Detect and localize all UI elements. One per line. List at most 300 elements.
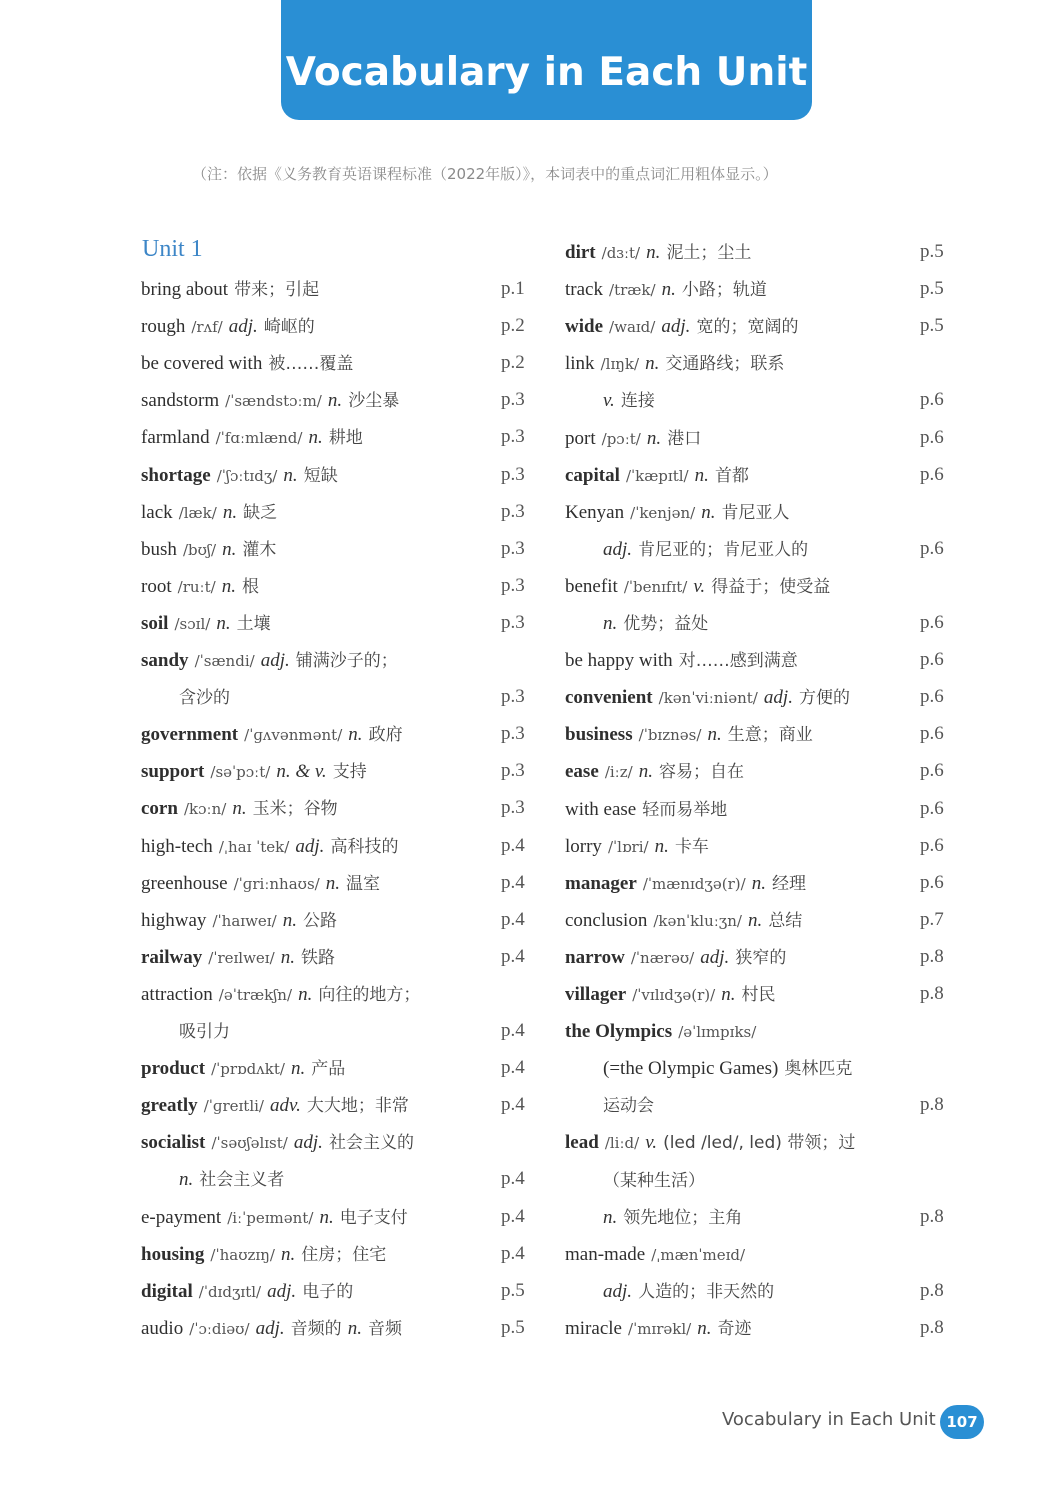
definition: 向往的地方； xyxy=(318,984,421,1005)
vocab-word: bring about xyxy=(141,279,229,300)
definition: 奇迹 xyxy=(717,1318,752,1339)
phonetic: /ˈlɒri/ xyxy=(607,837,649,856)
part-of-speech: adj. xyxy=(267,1280,297,1302)
page-ref: p.4 xyxy=(501,1020,525,1041)
part-of-speech: adj. xyxy=(228,316,258,338)
vocab-entry xyxy=(565,978,776,1010)
page-ref: p.6 xyxy=(920,797,944,819)
phonetic: /ˈvɪlɪdʒə(r)/ xyxy=(632,986,716,1004)
vocab-entry xyxy=(565,1015,756,1047)
vocab-word: greenhouse xyxy=(141,872,228,894)
phonetic: /læk/ xyxy=(178,503,217,522)
part-of-speech: n. xyxy=(298,983,313,1005)
page-ref: p.1 xyxy=(501,278,525,299)
vocab-entry xyxy=(565,867,806,899)
part-of-speech: n. xyxy=(282,909,297,931)
vocab-entry xyxy=(565,273,767,305)
vocab-entry xyxy=(141,607,271,639)
vocab-word: product xyxy=(141,1058,206,1080)
page-number-badge: 107 xyxy=(940,1405,984,1439)
definition: 首都 xyxy=(714,465,749,486)
part-of-speech: n. xyxy=(603,613,618,634)
vocab-word: housing xyxy=(141,1243,205,1265)
vocab-entry xyxy=(141,644,398,676)
phonetic: /sɔɪl/ xyxy=(174,614,211,633)
page-ref: p.4 xyxy=(501,834,525,856)
definition: 短缺 xyxy=(303,465,338,486)
phonetic: /liːd/ xyxy=(604,1134,640,1153)
definition: 生意；商业 xyxy=(727,725,813,746)
page-ref: p.4 xyxy=(501,1168,525,1190)
definition: 小路；轨道 xyxy=(681,280,767,301)
vocab-entry xyxy=(141,533,276,565)
part-of-speech: n. & v. xyxy=(276,761,327,783)
definition: (led /led/, led) 带领；过 xyxy=(663,1133,856,1154)
bold-words-note: （注：依据《义务教育英语课程标准（2022年版）》，本词表中的重点词汇用粗体显示。） xyxy=(192,165,778,183)
definition: 容易；自在 xyxy=(659,762,745,783)
part-of-speech: adj. xyxy=(260,650,290,671)
vocab-entry xyxy=(141,1052,345,1084)
part-of-speech: n. xyxy=(694,464,709,486)
vocab-word: manager xyxy=(565,872,637,894)
part-of-speech: n. xyxy=(661,279,676,301)
definition: 崎岖的 xyxy=(263,317,315,338)
page-ref: p.8 xyxy=(920,983,944,1004)
phonetic: /kənˈviːniənt/ xyxy=(658,689,758,708)
vocab-word: with ease xyxy=(565,798,637,820)
part-of-speech: n. xyxy=(222,538,237,560)
part-of-speech: n. xyxy=(222,501,238,523)
vocab-entry xyxy=(603,607,708,639)
part-of-speech: n. xyxy=(646,242,661,263)
page-ref: p.6 xyxy=(920,389,944,411)
definition: 灌木 xyxy=(242,539,277,560)
vocab-word: corn xyxy=(141,798,178,820)
vocab-entry xyxy=(141,1089,409,1121)
definition: 对……感到满意 xyxy=(678,651,798,672)
vocab-word: root xyxy=(141,575,172,597)
vocab-word: lack xyxy=(141,501,173,523)
page-ref: p.8 xyxy=(920,1316,944,1338)
part-of-speech: n. xyxy=(290,1058,306,1080)
definition: 方便的 xyxy=(799,688,850,709)
vocab-entry xyxy=(141,273,319,305)
vocab-entry xyxy=(141,1126,414,1158)
definition: 得益于；使受益 xyxy=(711,576,831,597)
definition: 玉米；谷物 xyxy=(252,799,338,820)
definition: 被……覆盖 xyxy=(268,354,354,375)
definition: 港口 xyxy=(667,428,702,449)
page-ref: p.3 xyxy=(501,760,525,782)
vocab-word: socialist xyxy=(141,1132,206,1154)
definition-continued: （某种生活） xyxy=(603,1170,705,1191)
page-ref: p.4 xyxy=(501,1094,525,1116)
vocab-entry xyxy=(141,755,367,787)
vocab-entry xyxy=(141,792,338,824)
phonetic: /ruːt/ xyxy=(177,577,216,596)
page-ref: p.3 xyxy=(501,537,525,559)
phonetic: /ˈɔːdiəʊ/ xyxy=(189,1319,250,1338)
part-of-speech: adv. xyxy=(270,1095,301,1117)
vocab-word: support xyxy=(141,761,205,783)
vocab-word: lorry xyxy=(565,835,602,857)
vocab-note: (=the Olympic Games) xyxy=(603,1058,779,1080)
vocab-entry xyxy=(565,681,850,713)
vocab-entry xyxy=(603,384,655,416)
phonetic: /bʊʃ/ xyxy=(182,540,217,559)
part-of-speech: adj. xyxy=(603,538,633,560)
page-ref: p.3 xyxy=(501,500,525,522)
part-of-speech: n. xyxy=(308,427,323,449)
unit-heading: Unit 1 xyxy=(142,236,203,262)
part-of-speech: n. xyxy=(216,612,231,634)
vocab-word: high-tech xyxy=(141,835,213,857)
page-ref: p.3 xyxy=(501,797,525,819)
phonetic: /ˈprɒdʌkt/ xyxy=(211,1060,285,1079)
vocab-entry xyxy=(141,347,353,379)
vocab-word: attraction xyxy=(141,983,213,1005)
vocab-entry xyxy=(603,1052,852,1084)
vocab-entry xyxy=(565,1126,855,1158)
definition: 泥土；尘土 xyxy=(666,243,752,263)
page-ref: p.5 xyxy=(920,278,944,300)
page-ref: p.2 xyxy=(501,315,525,337)
definition: 轻而易举地 xyxy=(642,799,728,820)
definition-continued: 吸引力 xyxy=(179,1022,230,1042)
part-of-speech: n. xyxy=(645,353,660,375)
phonetic: /ˌhaɪ ˈtek/ xyxy=(218,837,290,856)
vocab-word: e-payment xyxy=(141,1206,222,1228)
vocab-word: government xyxy=(141,724,239,746)
part-of-speech: n. xyxy=(348,724,363,746)
definition: 住房；住宅 xyxy=(301,1244,387,1265)
phonetic: /əˈlɪmpɪks/ xyxy=(678,1023,757,1042)
definition: 沙尘暴 xyxy=(348,391,400,412)
phonetic: /ˈhaɪweɪ/ xyxy=(212,911,277,930)
vocab-word: dirt xyxy=(565,242,596,263)
part-of-speech: n. xyxy=(327,390,343,412)
definition-continued: 优势；益处 xyxy=(623,614,709,634)
phonetic: /səˈpɔːt/ xyxy=(210,763,271,782)
vocab-entry xyxy=(565,236,751,268)
part-of-speech: n. xyxy=(280,946,295,968)
vocab-entry xyxy=(179,1163,284,1195)
definition: 电子支付 xyxy=(339,1207,408,1228)
part-of-speech: n. xyxy=(646,427,662,449)
definition: 耕地 xyxy=(328,428,363,449)
vocab-entry xyxy=(565,644,798,676)
vocab-entry xyxy=(565,718,813,750)
page-ref: p.5 xyxy=(501,1316,525,1338)
phonetic: /ˌmænˈmeɪd/ xyxy=(651,1245,746,1264)
vocab-entry xyxy=(141,421,363,453)
vocab-word: farmland xyxy=(141,427,210,449)
definition: 电子的 xyxy=(302,1281,354,1302)
vocab-word: railway xyxy=(141,946,203,968)
vocab-entry xyxy=(603,1201,742,1233)
vocab-entry xyxy=(141,570,259,602)
part-of-speech: n. xyxy=(221,575,236,597)
vocab-entry xyxy=(603,1275,774,1307)
page-ref: p.7 xyxy=(920,908,944,930)
page-ref: p.4 xyxy=(501,1205,525,1227)
phonetic: /ˈsəʊʃəlɪst/ xyxy=(211,1134,288,1153)
part-of-speech: adj. xyxy=(700,946,730,968)
vocab-word: soil xyxy=(141,612,169,634)
vocab-entry xyxy=(565,793,727,825)
vocab-entry xyxy=(565,1312,752,1344)
vocab-word: conclusion xyxy=(565,909,648,931)
definition-continued: 含沙的 xyxy=(179,688,230,709)
definition: 狭窄的 xyxy=(735,947,787,968)
vocab-word: link xyxy=(565,353,595,375)
vocab-entry xyxy=(565,347,784,379)
definition-continued: 奥林匹克 xyxy=(784,1059,853,1080)
phonetic: /dɜːt/ xyxy=(601,244,641,262)
definition: 政府 xyxy=(368,725,403,746)
vocab-word: capital xyxy=(565,464,620,486)
part-of-speech: n. xyxy=(283,464,298,486)
vocab-word: rough xyxy=(141,316,186,338)
page-ref: p.6 xyxy=(920,426,944,448)
phonetic: /ˈbenɪfɪt/ xyxy=(623,577,688,596)
vocab-word: be happy with xyxy=(565,650,673,672)
part-of-speech: n. xyxy=(751,872,766,894)
vocab-entry xyxy=(141,384,399,416)
definition: 带来；引起 xyxy=(234,280,320,300)
phonetic: /ˈmɪrəkl/ xyxy=(628,1319,692,1338)
phonetic: /ˈmænɪdʒə(r)/ xyxy=(642,874,746,893)
vocab-entry xyxy=(565,904,802,936)
part-of-speech: n. xyxy=(707,724,722,746)
definition: 铺满沙子的； xyxy=(295,651,398,671)
vocab-word: port xyxy=(565,427,596,449)
phonetic: /waɪd/ xyxy=(609,318,656,337)
definition: 土壤 xyxy=(236,613,271,634)
vocab-word: villager xyxy=(565,984,627,1005)
page-ref: p.6 xyxy=(920,871,944,893)
vocab-word: bush xyxy=(141,538,177,560)
vocab-entry xyxy=(141,941,335,973)
definition: 宽的；宽阔的 xyxy=(696,317,799,338)
definition: 缺乏 xyxy=(243,502,278,523)
vocab-word: digital xyxy=(141,1280,193,1302)
vocab-entry xyxy=(141,496,277,528)
vocab-entry xyxy=(179,681,230,713)
vocab-word: man-made xyxy=(565,1243,646,1265)
vocab-entry xyxy=(179,1015,230,1047)
vocab-entry xyxy=(565,755,744,787)
vocab-entry xyxy=(141,830,398,862)
definition: 肯尼亚人 xyxy=(721,502,790,523)
phonetic: /ˈɡreɪtli/ xyxy=(203,1097,264,1116)
page-ref: p.2 xyxy=(501,352,525,374)
part-of-speech: n. xyxy=(232,798,247,820)
definition: 经理 xyxy=(772,873,806,894)
vocab-word: audio xyxy=(141,1317,184,1339)
page-ref: p.3 xyxy=(501,574,525,596)
vocab-entry xyxy=(565,941,786,973)
page-ref: p.4 xyxy=(501,908,525,930)
page-ref: p.3 xyxy=(501,426,525,448)
phonetic: /lɪŋk/ xyxy=(600,355,640,374)
definition-continued: 人造的；非天然的 xyxy=(638,1281,775,1302)
page-ref: p.3 xyxy=(501,686,525,708)
part-of-speech: n. xyxy=(179,1169,194,1191)
vocab-word: the Olympics xyxy=(565,1021,673,1043)
definition: 高科技的 xyxy=(330,836,399,857)
vocab-entry xyxy=(141,1238,386,1270)
definition: 铁路 xyxy=(301,947,335,968)
part-of-speech: n. xyxy=(347,1317,362,1339)
part-of-speech: n. xyxy=(603,1206,618,1228)
vocab-entry xyxy=(141,459,338,491)
page-ref: p.6 xyxy=(920,723,944,745)
vocab-entry xyxy=(565,310,798,342)
definition-continued: 领先地位；主角 xyxy=(623,1207,743,1228)
vocab-entry xyxy=(603,1089,654,1121)
definition: 产品 xyxy=(311,1059,346,1080)
page-ref: p.6 xyxy=(920,686,944,708)
vocab-entry xyxy=(141,310,315,342)
part-of-speech: n. xyxy=(721,984,736,1005)
part-of-speech: adj. xyxy=(255,1317,285,1339)
page-ref: p.6 xyxy=(920,649,944,671)
part-of-speech: adj. xyxy=(295,835,325,857)
page-ref: p.6 xyxy=(920,463,944,485)
vocab-word: miracle xyxy=(565,1317,622,1339)
vocab-entry xyxy=(141,718,403,750)
vocab-entry xyxy=(565,496,790,528)
definition: 村民 xyxy=(741,985,776,1005)
vocab-entry xyxy=(141,1275,353,1307)
phonetic: /ˈɡʌvənmənt/ xyxy=(244,726,343,745)
page-ref: p.5 xyxy=(501,1279,525,1301)
phonetic: /əˈtrækʃn/ xyxy=(218,985,293,1004)
vocab-word: convenient xyxy=(565,687,653,709)
page-ref: p.3 xyxy=(501,611,525,633)
definition: 音频 xyxy=(368,1318,402,1339)
definition: 温室 xyxy=(346,873,381,894)
phonetic: /ˈhaʊzɪŋ/ xyxy=(210,1245,275,1264)
phonetic: /iːz/ xyxy=(604,763,633,782)
part-of-speech: n. xyxy=(325,872,340,894)
definition: 公路 xyxy=(302,910,337,931)
phonetic: /kənˈkluːʒn/ xyxy=(653,911,742,930)
part-of-speech: adj. xyxy=(603,1280,633,1302)
page-ref: p.3 xyxy=(501,389,525,411)
vocab-word: benefit xyxy=(565,575,618,597)
page-ref: p.8 xyxy=(920,1205,944,1227)
vocab-entry xyxy=(141,978,420,1010)
page-ref: p.8 xyxy=(920,1094,944,1116)
vocab-word: Kenyan xyxy=(565,501,625,523)
page-ref: p.3 xyxy=(501,463,525,485)
phonetic: /ˈkenjən/ xyxy=(630,503,696,522)
page-ref: p.6 xyxy=(920,612,944,633)
vocab-word: lead xyxy=(565,1132,599,1154)
phonetic: /ˈsændstɔːm/ xyxy=(225,392,322,411)
vocab-word: sandstorm xyxy=(141,390,220,412)
phonetic: /ˈɡriːnhaʊs/ xyxy=(233,874,320,893)
vocab-word: track xyxy=(565,279,603,301)
vocab-word: sandy xyxy=(141,650,189,671)
vocab-entry xyxy=(141,1312,402,1344)
vocab-entry xyxy=(565,459,749,491)
part-of-speech: n. xyxy=(638,761,653,783)
vocab-entry xyxy=(141,904,337,936)
vocab-word: business xyxy=(565,724,633,746)
page-ref: p.4 xyxy=(501,1057,525,1079)
part-of-speech: v. xyxy=(603,390,615,412)
part-of-speech: n. xyxy=(748,909,763,931)
page-ref: p.4 xyxy=(501,945,525,967)
phonetic: /ˈnærəʊ/ xyxy=(630,948,695,967)
part-of-speech: v. xyxy=(693,575,706,597)
page-ref: p.5 xyxy=(920,241,944,262)
vocab-word: ease xyxy=(565,761,599,783)
page-ref: p.8 xyxy=(920,1279,944,1301)
phonetic: /ˈkæpɪtl/ xyxy=(625,466,689,485)
definition-continued: 连接 xyxy=(620,391,655,412)
definition: 总结 xyxy=(768,910,803,931)
phonetic: /ˈsændi/ xyxy=(194,652,255,670)
page-ref: p.3 xyxy=(501,723,525,745)
vocab-entry xyxy=(565,570,830,602)
page-title: Vocabulary in Each Unit xyxy=(285,50,808,95)
part-of-speech: adj. xyxy=(661,316,691,338)
part-of-speech: v. xyxy=(645,1132,658,1154)
page-ref: p.6 xyxy=(920,537,944,559)
definition-continued: 运动会 xyxy=(603,1096,654,1117)
part-of-speech: n. xyxy=(697,1317,712,1339)
title-banner xyxy=(281,0,812,120)
definition: 支持 xyxy=(332,762,367,783)
definition: 社会主义的 xyxy=(328,1133,414,1154)
page-ref: p.4 xyxy=(501,1242,525,1264)
page-ref: p.8 xyxy=(920,945,944,967)
part-of-speech: n. xyxy=(319,1206,334,1228)
definition: 根 xyxy=(242,576,260,597)
definition: 卡车 xyxy=(674,836,709,857)
vocab-word: greatly xyxy=(141,1095,198,1117)
vocab-word: be covered with xyxy=(141,353,263,375)
vocab-entry xyxy=(565,1238,745,1270)
part-of-speech: adj. xyxy=(293,1132,323,1154)
vocab-entry xyxy=(141,867,380,899)
phonetic: /pɔːt/ xyxy=(601,429,641,448)
phonetic: /kɔːn/ xyxy=(183,800,227,819)
phonetic: /træk/ xyxy=(609,281,656,300)
part-of-speech: n. xyxy=(701,501,716,523)
page-ref: p.5 xyxy=(920,315,944,337)
phonetic: /ˈdɪdʒɪtl/ xyxy=(198,1282,262,1301)
vocab-word: narrow xyxy=(565,946,625,968)
definition: 音频的 xyxy=(290,1318,342,1339)
definition: 交通路线；联系 xyxy=(665,354,785,375)
page-ref: p.4 xyxy=(501,871,525,893)
vocab-word: wide xyxy=(565,316,603,338)
vocab-entry xyxy=(565,830,709,862)
page-ref: p.6 xyxy=(920,760,944,782)
vocab-entry xyxy=(603,1164,705,1196)
vocab-entry xyxy=(603,533,808,565)
phonetic: /ˈreɪlweɪ/ xyxy=(208,948,275,967)
definition-continued: 肯尼亚的；肯尼亚人的 xyxy=(638,539,809,560)
part-of-speech: n. xyxy=(280,1243,296,1265)
part-of-speech: adj. xyxy=(763,687,793,709)
vocab-entry xyxy=(565,422,701,454)
